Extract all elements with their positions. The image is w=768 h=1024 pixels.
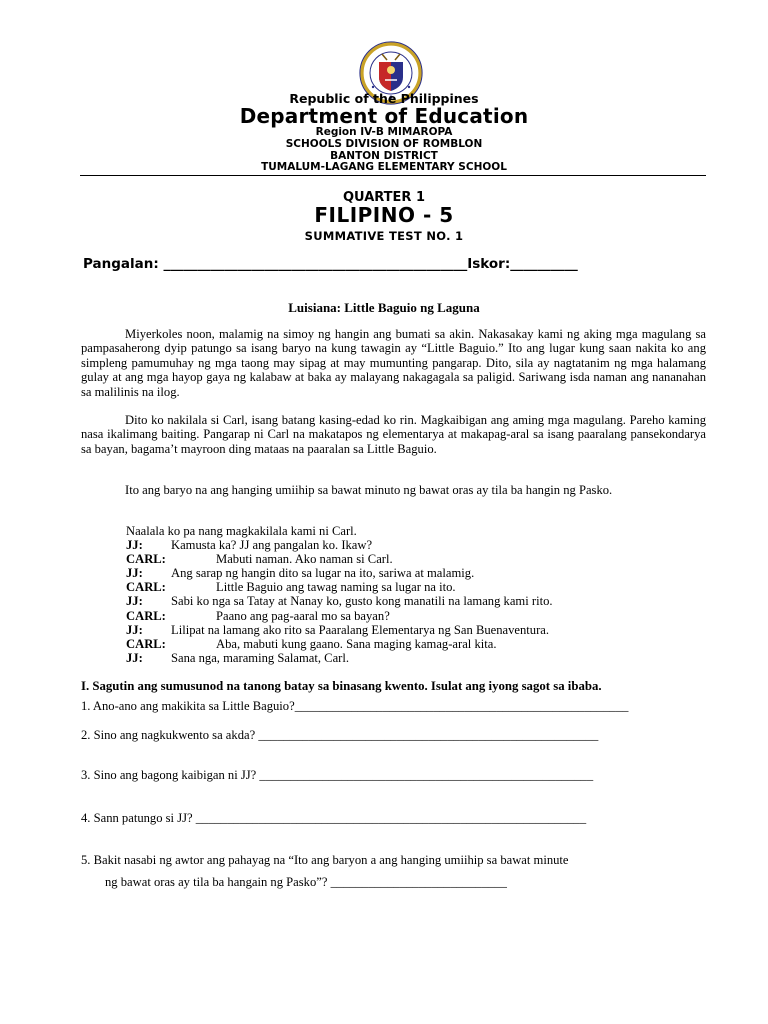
subject-title: FILIPINO - 5 [314, 203, 454, 227]
dialogue-text: Little Baguio ang tawag naming sa lugar na ito. [216, 580, 456, 595]
dialogue-line [126, 594, 686, 608]
test-title: SUMMATIVE TEST NO. 1 [304, 229, 464, 243]
dialogue-line [126, 566, 686, 580]
dialogue-text: Sabi ko nga sa Tatay at Nanay ko, gusto kong manatili na lamang kami rito. [171, 594, 553, 609]
speaker: JJ: [126, 650, 143, 665]
dialogue-text: Lilipat na lamang ako rito sa Paaralang Elementarya ng San Buenaventura. [171, 622, 550, 637]
story-paragraph [81, 413, 706, 456]
region-heading: Region IV-B MIMAROPA [315, 126, 453, 138]
dialogue-text: Kamusta ka? JJ ang pangalan ko. Ikaw? [171, 538, 373, 553]
school-heading: TUMALUM-LAGANG ELEMENTARY SCHOOL [261, 161, 507, 173]
quarter-label: QUARTER 1 [342, 190, 426, 205]
dialogue-line [126, 637, 686, 651]
dialogue-text: Sana nga, maraming Salamat, Carl. [171, 650, 350, 665]
score-blank[interactable]: __________ [510, 256, 578, 272]
dialogue-line [126, 538, 686, 552]
dialogue-text: Paano ang pag-aaral mo sa bayan? [216, 608, 390, 623]
dialogue-text: Mabuti naman. Ako naman si Carl. [216, 552, 393, 567]
dialogue-line [126, 580, 686, 594]
story-paragraph [81, 483, 706, 497]
name-label: Pangalan: [83, 256, 164, 272]
question-item-continuation[interactable]: ng bawat oras ay tila ba hangain ng Pasko”? ____________________________ [105, 875, 507, 889]
dialogue-intro [126, 524, 686, 538]
score-label: Iskor: [467, 256, 511, 272]
speaker: JJ: [126, 538, 143, 553]
header-divider [80, 175, 706, 176]
question-item[interactable]: 3. Sino ang bagong kaibigan ni JJ? _____________________________________________________ [81, 768, 594, 782]
questions-instruction: I. Sagutin ang sumusunod na tanong batay sa binasang kwento. Isulat ang iyong sagot sa ibaba. [81, 679, 602, 693]
speaker: JJ: [126, 594, 143, 609]
speaker: CARL: [126, 580, 166, 595]
story-title: Luisiana: Little Baguio ng Laguna [288, 300, 480, 315]
district-heading: BANTON DISTRICT [330, 150, 438, 162]
dialogue-intro-text: Naalala ko pa nang magkakilala kami ni Carl. [126, 524, 357, 538]
dialogue-line [126, 623, 686, 637]
department-heading: Department of Education [239, 104, 529, 128]
question-item[interactable]: 2. Sino ang nagkukwento sa akda? ______________________________________________________ [81, 728, 599, 742]
story-paragraph-text: Ito ang baryo na ang hanging umiihip sa bawat minuto ng bawat oras ay tila ba hangin ng Pasko. [125, 483, 613, 497]
name-blank[interactable]: _____________________________________________ [163, 256, 468, 272]
question-item: 5. Bakit nasabi ng awtor ang pahayag na “Ito ang baryon a ang hanging umiihip sa bawat minute [81, 853, 569, 867]
speaker: CARL: [126, 636, 166, 651]
dialogue-line [126, 651, 686, 665]
dialogue-text: Ang sarap ng hangin dito sa lugar na ito, sariwa at malamig. [171, 566, 475, 581]
story-paragraph [81, 327, 706, 399]
dialogue-block [126, 524, 686, 665]
speaker: JJ: [126, 566, 143, 581]
dialogue-line [126, 609, 686, 623]
speaker: CARL: [126, 552, 166, 567]
student-info-line [83, 256, 713, 272]
question-item[interactable]: 1. Ano-ano ang makikita sa Little Baguio?_____________________________________________________ [81, 699, 629, 713]
republic-heading: Republic of the Philippines [289, 91, 479, 106]
division-heading: SCHOOLS DIVISION OF ROMBLON [285, 138, 483, 150]
story-paragraph-text: Dito ko nakilala si Carl, isang batang kasing-edad ko rin. Magkaibigan ang aming mga magulang. Pareho kaming nasa ikalimang baiting. Pangarap ni Carl na makatapos ng elementarya at makapag-aral sa isang paaralang pansekondarya sa bayan, bagama’t mayroon ding mataas na paaralan sa Little Baguio. [81, 413, 706, 456]
speaker: CARL: [126, 608, 166, 623]
dialogue-line [126, 552, 686, 566]
story-paragraph-text: Miyerkoles noon, malamig na simoy ng hangin ang bumati sa akin. Nakasakay kami ng aking mga magulang sa pampasaherong dyip patungo sa isang baryo na kung tawagin ay “Little Baguio.” Ito ang lugar kung saan nakita ko ang simpleng pamumuhay ng mga taong may sipag at may mumunting pangarap. Dito, sila ay nagtatanim ng mga halamang gulay at ang mga hayop gaya ng kalabaw at baka ay malayang nakagagala sa paligid. Sariwang isda naman ang nananahan sa malilinis na ilog. [81, 327, 706, 399]
question-item[interactable]: 4. Sann patungo si JJ? ______________________________________________________________ [81, 811, 587, 825]
speaker: JJ: [126, 622, 143, 637]
dialogue-text: Aba, mabuti kung gaano. Sana maging kamag-aral kita. [216, 636, 497, 651]
